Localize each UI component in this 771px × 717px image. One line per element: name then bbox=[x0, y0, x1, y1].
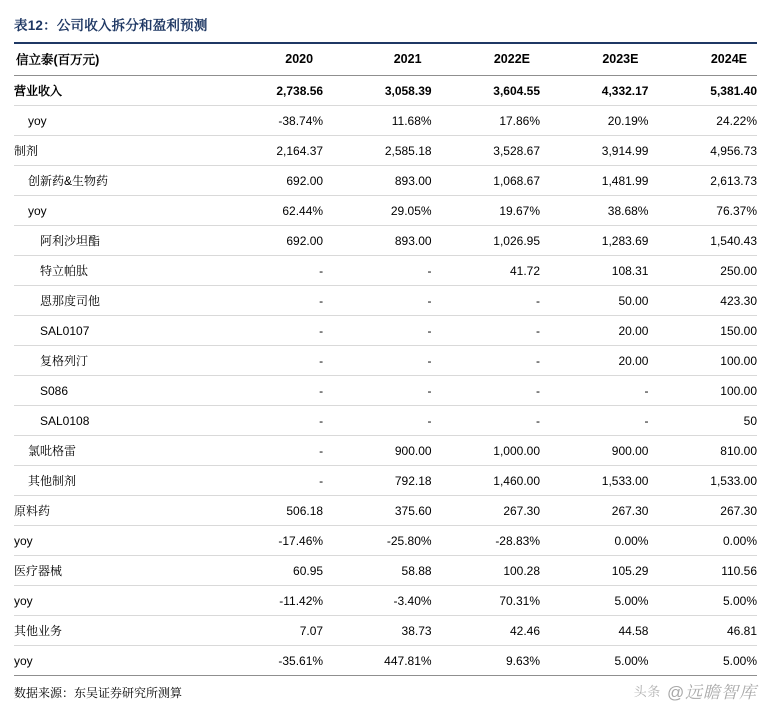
cell-value: 11.68% bbox=[323, 106, 431, 136]
cell-value: 2,613.73 bbox=[648, 166, 757, 196]
row-label: 氯吡格雷 bbox=[14, 436, 215, 466]
cell-value: - bbox=[432, 406, 540, 436]
watermark-text: @远瞻智库 bbox=[666, 683, 757, 702]
cell-value: - bbox=[215, 256, 323, 286]
cell-value: 4,332.17 bbox=[540, 76, 648, 106]
cell-value: - bbox=[540, 406, 648, 436]
table-row bbox=[14, 436, 757, 466]
cell-value: 7.07 bbox=[215, 616, 323, 646]
table-row bbox=[14, 136, 757, 166]
table-row bbox=[14, 346, 757, 376]
row-label: 其他业务 bbox=[14, 616, 215, 646]
cell-value: 3,528.67 bbox=[432, 136, 540, 166]
cell-value: 38.68% bbox=[540, 196, 648, 226]
cell-value: 423.30 bbox=[648, 286, 757, 316]
cell-value: - bbox=[432, 316, 540, 346]
cell-value: 447.81% bbox=[323, 646, 431, 676]
cell-value: 100.00 bbox=[648, 376, 757, 406]
cell-value: 1,540.43 bbox=[648, 226, 757, 256]
source-note: 数据来源：东吴证券研究所测算 bbox=[14, 686, 183, 700]
table-title-text: 公司收入拆分和盈利预测 bbox=[56, 18, 208, 33]
table-row bbox=[14, 556, 757, 586]
cell-value: -11.42% bbox=[215, 586, 323, 616]
cell-value: 0.00% bbox=[540, 526, 648, 556]
cell-value: - bbox=[323, 406, 431, 436]
cell-value: 267.30 bbox=[540, 496, 648, 526]
cell-value: 692.00 bbox=[215, 166, 323, 196]
table-row bbox=[14, 106, 757, 136]
cell-value: 1,283.69 bbox=[540, 226, 648, 256]
cell-value: 893.00 bbox=[323, 166, 431, 196]
cell-value: 44.58 bbox=[540, 616, 648, 646]
table-row bbox=[14, 586, 757, 616]
cell-value: 375.60 bbox=[323, 496, 431, 526]
cell-value: - bbox=[432, 286, 540, 316]
cell-value: -3.40% bbox=[323, 586, 431, 616]
cell-value: 5.00% bbox=[648, 586, 757, 616]
cell-value: - bbox=[540, 376, 648, 406]
table-row bbox=[14, 256, 757, 286]
cell-value: - bbox=[323, 346, 431, 376]
column-header-2024e: 2024E bbox=[648, 44, 757, 76]
cell-value: 20.19% bbox=[540, 106, 648, 136]
table-row bbox=[14, 316, 757, 346]
table-row bbox=[14, 166, 757, 196]
cell-value: 1,000.00 bbox=[432, 436, 540, 466]
cell-value: 20.00 bbox=[540, 316, 648, 346]
cell-value: 150.00 bbox=[648, 316, 757, 346]
cell-value: -25.80% bbox=[323, 526, 431, 556]
cell-value: 1,533.00 bbox=[648, 466, 757, 496]
cell-value: 100.00 bbox=[648, 346, 757, 376]
financial-forecast-table bbox=[14, 44, 757, 676]
cell-value: 42.46 bbox=[432, 616, 540, 646]
cell-value: 2,164.37 bbox=[215, 136, 323, 166]
cell-value: -38.74% bbox=[215, 106, 323, 136]
cell-value: 108.31 bbox=[540, 256, 648, 286]
column-header-2022e: 2022E bbox=[432, 44, 540, 76]
cell-value: 1,460.00 bbox=[432, 466, 540, 496]
cell-value: 17.86% bbox=[432, 106, 540, 136]
row-label: 阿利沙坦酯 bbox=[14, 226, 215, 256]
cell-value: 267.30 bbox=[432, 496, 540, 526]
table-number: 表12： bbox=[14, 18, 57, 33]
cell-value: 792.18 bbox=[323, 466, 431, 496]
cell-value: - bbox=[323, 286, 431, 316]
column-header-2020: 2020 bbox=[215, 44, 323, 76]
row-label: yoy bbox=[14, 196, 215, 226]
footer bbox=[14, 678, 757, 703]
table-title bbox=[14, 0, 757, 42]
table-row bbox=[14, 646, 757, 676]
table-row bbox=[14, 196, 757, 226]
cell-value: - bbox=[215, 316, 323, 346]
table-row bbox=[14, 496, 757, 526]
cell-value: - bbox=[215, 436, 323, 466]
cell-value: 250.00 bbox=[648, 256, 757, 286]
cell-value: 2,738.56 bbox=[215, 76, 323, 106]
cell-value: - bbox=[215, 286, 323, 316]
cell-value: 3,914.99 bbox=[540, 136, 648, 166]
table-row bbox=[14, 286, 757, 316]
cell-value: 900.00 bbox=[540, 436, 648, 466]
cell-value: 46.81 bbox=[648, 616, 757, 646]
row-label: 复格列汀 bbox=[14, 346, 215, 376]
cell-value: 58.88 bbox=[323, 556, 431, 586]
cell-value: 50.00 bbox=[540, 286, 648, 316]
row-label: 医疗器械 bbox=[14, 556, 215, 586]
cell-value: 100.28 bbox=[432, 556, 540, 586]
table-header bbox=[14, 44, 757, 76]
column-header-2021: 2021 bbox=[323, 44, 431, 76]
cell-value: - bbox=[323, 316, 431, 346]
row-label: SAL0107 bbox=[14, 316, 215, 346]
watermark bbox=[634, 678, 757, 703]
cell-value: - bbox=[432, 376, 540, 406]
cell-value: 4,956.73 bbox=[648, 136, 757, 166]
cell-value: 1,068.67 bbox=[432, 166, 540, 196]
cell-value: 29.05% bbox=[323, 196, 431, 226]
cell-value: 19.67% bbox=[432, 196, 540, 226]
cell-value: - bbox=[215, 466, 323, 496]
cell-value: 41.72 bbox=[432, 256, 540, 286]
cell-value: 9.63% bbox=[432, 646, 540, 676]
cell-value: 105.29 bbox=[540, 556, 648, 586]
cell-value: 62.44% bbox=[215, 196, 323, 226]
row-label: 营业收入 bbox=[14, 76, 215, 106]
cell-value: - bbox=[215, 406, 323, 436]
table-row bbox=[14, 526, 757, 556]
cell-value: 3,058.39 bbox=[323, 76, 431, 106]
cell-value: 70.31% bbox=[432, 586, 540, 616]
cell-value: -28.83% bbox=[432, 526, 540, 556]
row-label: 原料药 bbox=[14, 496, 215, 526]
table-body bbox=[14, 76, 757, 676]
row-label: 创新药&生物药 bbox=[14, 166, 215, 196]
cell-value: 810.00 bbox=[648, 436, 757, 466]
row-label: SAL0108 bbox=[14, 406, 215, 436]
cell-value: 60.95 bbox=[215, 556, 323, 586]
cell-value: 692.00 bbox=[215, 226, 323, 256]
cell-value: 1,481.99 bbox=[540, 166, 648, 196]
cell-value: 506.18 bbox=[215, 496, 323, 526]
table-header-row bbox=[14, 44, 757, 76]
cell-value: 0.00% bbox=[648, 526, 757, 556]
cell-value: 900.00 bbox=[323, 436, 431, 466]
watermark-badge: 头条 bbox=[633, 684, 661, 699]
row-label: yoy bbox=[14, 646, 215, 676]
row-label: 其他制剂 bbox=[14, 466, 215, 496]
table-row bbox=[14, 226, 757, 256]
cell-value: 110.56 bbox=[648, 556, 757, 586]
row-label: 制剂 bbox=[14, 136, 215, 166]
column-header-2023e: 2023E bbox=[540, 44, 648, 76]
row-label: yoy bbox=[14, 106, 215, 136]
row-label: 特立帕肽 bbox=[14, 256, 215, 286]
cell-value: - bbox=[432, 346, 540, 376]
cell-value: - bbox=[215, 346, 323, 376]
cell-value: 38.73 bbox=[323, 616, 431, 646]
cell-value: 5.00% bbox=[540, 586, 648, 616]
table-row bbox=[14, 616, 757, 646]
row-label: S086 bbox=[14, 376, 215, 406]
cell-value: - bbox=[215, 376, 323, 406]
cell-value: -17.46% bbox=[215, 526, 323, 556]
cell-value: -35.61% bbox=[215, 646, 323, 676]
cell-value: 3,604.55 bbox=[432, 76, 540, 106]
cell-value: 5,381.40 bbox=[648, 76, 757, 106]
table-row bbox=[14, 406, 757, 436]
column-header-category: 信立泰(百万元) bbox=[14, 44, 215, 76]
row-label: yoy bbox=[14, 526, 215, 556]
row-label: yoy bbox=[14, 586, 215, 616]
cell-value: 2,585.18 bbox=[323, 136, 431, 166]
table-row bbox=[14, 76, 757, 106]
cell-value: 76.37% bbox=[648, 196, 757, 226]
cell-value: 893.00 bbox=[323, 226, 431, 256]
cell-value: 50 bbox=[648, 406, 757, 436]
cell-value: 1,533.00 bbox=[540, 466, 648, 496]
cell-value: 267.30 bbox=[648, 496, 757, 526]
cell-value: - bbox=[323, 256, 431, 286]
table-row bbox=[14, 466, 757, 496]
table-row bbox=[14, 376, 757, 406]
cell-value: - bbox=[323, 376, 431, 406]
row-label: 恩那度司他 bbox=[14, 286, 215, 316]
cell-value: 1,026.95 bbox=[432, 226, 540, 256]
cell-value: 5.00% bbox=[648, 646, 757, 676]
cell-value: 5.00% bbox=[540, 646, 648, 676]
cell-value: 20.00 bbox=[540, 346, 648, 376]
cell-value: 24.22% bbox=[648, 106, 757, 136]
